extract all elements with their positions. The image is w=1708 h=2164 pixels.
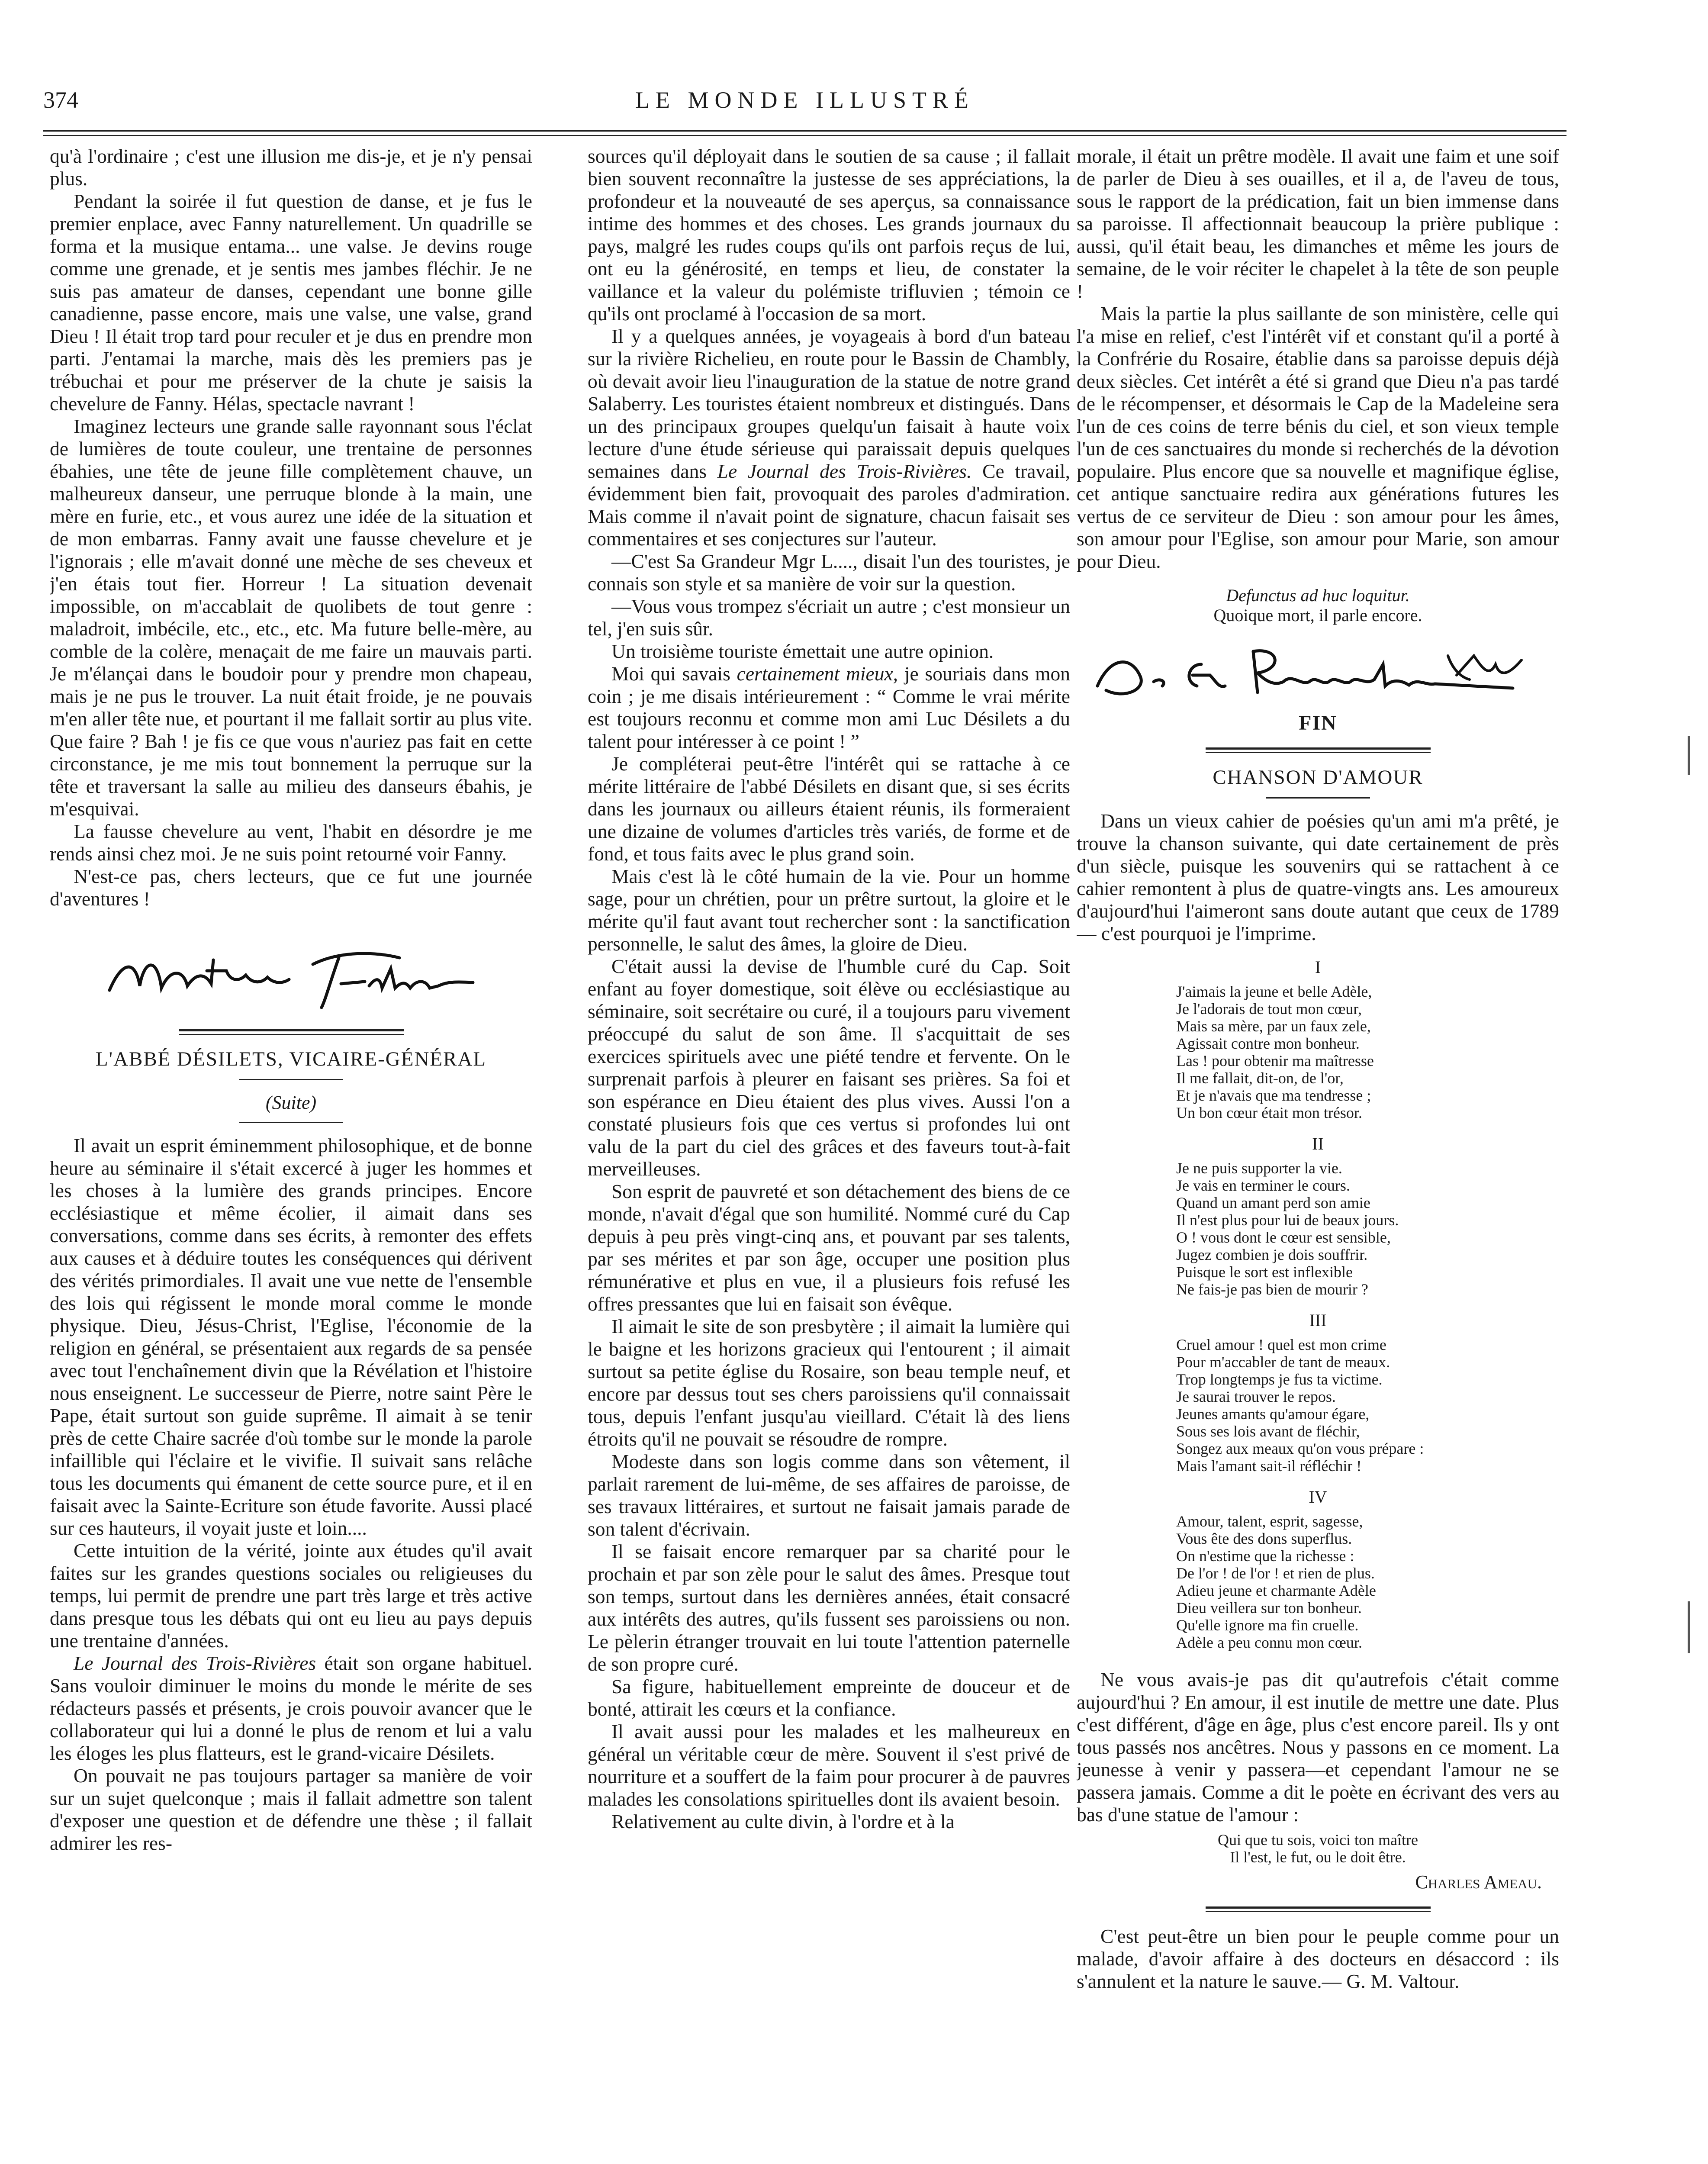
paragraph: Modeste dans son logis comme dans son vêtement, il parlait rarement de lui-même, de ses affaires de paroisse, de ses travaux littéraires, et surtout ne faisait jamais parade de son talent d'écrivain. <box>588 1450 1070 1540</box>
paragraph: Son esprit de pauvreté et son détachement des biens de ce monde, n'avait d'égal que son humilité. Nommé curé du Cap depuis à peu près vingt-cinq ans, et pouvant par ses talents, par ses mérites et par son âge, occuper une position plus rémunérative et plus en vue, il a plusieurs fois refusé les offres pressantes que lui en faisait son évêque. <box>588 1180 1070 1315</box>
paragraph-text: Moi qui savais <box>611 663 730 685</box>
stanza-line: Adieu jeune et charmante Adèle <box>1176 1582 1376 1599</box>
quote-line: Qui que tu sois, voici ton maître <box>1218 1831 1418 1848</box>
stanza-line: Trop longtemps je fus ta victime. <box>1176 1371 1383 1388</box>
paragraph: C'était aussi la devise de l'humble curé du Cap. Soit enfant au foyer domestique, soit élève ou ecclésiastique au séminaire, soit secrétaire ou curé, il a toujours paru vivement préoccupé du salut de son âme. Il s'acquittait de ses exercices spirituels avec une piété tendre et fervente. On le surprenait parfois à pleurer en faisant ses prières. Sa foi et son espérance en Dieu étaient des plus vives. Aussi l'on a constaté plusieurs fois que ces vertus si profondes lui ont valu de la part du ciel des grâces et des faveurs tout-à-fait merveilleuses. <box>588 955 1070 1180</box>
stanza-line: Qu'elle ignore ma fin cruelle. <box>1176 1617 1359 1634</box>
stanza-line: Ne fais-je pas bien de mourir ? <box>1176 1281 1368 1298</box>
stanza-line: Cruel amour ! quel est mon crime <box>1176 1336 1386 1353</box>
paragraph: Je compléterai peut-être l'intérêt qui se rattache à ce mérite littéraire de l'abbé Désilets en disant que, si ses écrits dans les journaux ou ailleurs étaient réunis, ils formeraient une dizaine de volumes d'articles très variés, de forme et de fond, et tous faits avec le plus grand soin. <box>588 753 1070 865</box>
paragraph: Il avait aussi pour les malades et les malheureux en général un véritable cœur de mère. Souvent il s'est privé de nourriture et a souffert de la faim pour procurer à de pauvres malades les consolations spirituelles dont ils avaient besoin. <box>588 1720 1070 1810</box>
stanza-number: II <box>1312 1134 1324 1153</box>
stanza <box>1176 1336 1559 1475</box>
paragraph: Il se faisait encore remarquer par sa charité pour le prochain et par son zèle pour le salut des âmes. Presque tout son temps, surtout dans les dernières années, était consacré aux intérêts des autres, qu'ils fussent ses paroissiens ou non. Le pèlerin étranger trouvait en lui toute l'attention paternelle de son propre curé. <box>588 1540 1070 1675</box>
paragraph: Mais la partie la plus saillante de son ministère, celle qui l'a mise en relief, c'est l'intérêt vif et constant qu'il a porté à la Confrérie du Rosaire, établie dans sa paroisse depuis déjà deux siècles. Cet intérêt a été si grand que Dieu n'a pas tardé de le récompenser, et désormais le Cap de la Madeleine sera l'un de ces coins de terre bénis du ciel, et son vieux temple l'un de ces sanctuaires du monde si recherchés de la dévotion populaire. Plus encore que sa nouvelle et magnifique église, cet antique sanctuaire redira aux générations futures les vertus de ce serviteur de Dieu : son amour pour les âmes, son amour pour l'Eglise, son amour pour Marie, son amour pour Dieu. <box>1077 303 1559 572</box>
subtitle-underline <box>239 1122 343 1123</box>
paragraph-text: Ce travail, évidemment bien fait, provoquait des paroles d'admiration. Mais comme il n'avait point de signature, chacun faisait ses commentaires et ses conjectures sur l'auteur. <box>588 460 1070 550</box>
stanza-line: Il me fallait, dit-on, de l'or, <box>1176 1069 1344 1087</box>
stanza-line: Je vais en terminer le cours. <box>1176 1177 1350 1194</box>
stanza-line: Dieu veillera sur ton bonheur. <box>1176 1599 1362 1617</box>
masthead-title: LE MONDE ILLUSTRÉ <box>635 87 975 113</box>
paragraph <box>588 325 1070 550</box>
quote-line: Il l'est, le fut, ou le doit être. <box>1230 1848 1406 1866</box>
edge-mark <box>1688 1601 1690 1653</box>
paragraph <box>588 663 1070 753</box>
stanza-line: Las ! pour obtenir ma maîtresse <box>1176 1052 1374 1069</box>
journal-title: Le Journal des Trois-Rivières <box>74 1652 316 1674</box>
paragraph: Pendant la soirée il fut question de danse, et je fus le premier enplace, avec Fanny naturellement. Un quadrille se forma et la musique entama... une valse. Je devins rouge comme une grenade, et je sentis mes jambes fléchir. Je ne suis pas amateur de danses, cependant une bonne gille canadienne, passe encore, mais une valse, une valse, grand Dieu ! Il était trop tard pour reculer et je dus en prendre mon parti. J'entamai la marche, mais dès les premiers pas je trébuchai et pour me préserver de la chute je saisis la chevelure de Fanny. Hélas, spectacle navrant ! <box>50 190 532 415</box>
stanza-line: Mais sa mère, par un faux zele, <box>1176 1018 1371 1035</box>
stanza-line: Sous ses lois avant de fléchir, <box>1176 1423 1360 1440</box>
paragraph: On pouvait ne pas toujours partager sa manière de voir sur un sujet quelconque ; mais il fallait admettre son talent d'exposer une question et de défendre une thèse ; il fallait admirer les res- <box>50 1765 532 1854</box>
section-separator <box>1206 747 1431 753</box>
paragraph-text: était son organe habituel. Sans vouloir diminuer le moins du monde le mérite de ses rédacteurs passés et présents, je crois pouvoir avancer que le collaborateur qui lui a donné le plus de renom et lui a valu les éloges les plus flatteurs, est le grand-vicaire Désilets. <box>50 1652 532 1764</box>
paragraph: Sa figure, habituellement empreinte de douceur et de bonté, attirait les cœurs et la confiance. <box>588 1675 1070 1720</box>
paragraph: sources qu'il déployait dans le soutien de sa cause ; il fallait bien souvent reconnaître la justesse de ses appréciations, la profondeur et la nouveauté de ses aperçus, sa connaissance intime des hommes et des choses. Les grands journaux du pays, malgré les rudes coups qu'ils ont parfois reçus de lui, ont eu la générosité, en temps et lieu, de constater la vaillance et la valeur du polémiste trifluvien ; témoin ce qu'ils ont proclamé à l'occasion de sa mort. <box>588 145 1070 325</box>
epigraph <box>1077 586 1559 625</box>
title-underline <box>1266 797 1370 799</box>
stanza-line: Je saurai trouver le repos. <box>1176 1388 1336 1405</box>
column-3 <box>1077 145 1559 2164</box>
paragraph: Il avait un esprit éminemment philosophique, et de bonne heure au séminaire il s'était excercé à juger les hommes et les choses à la lumière des grands principes. Encore ecclésiastique et même écolier, il aimait dans ses conversations, comme dans ses écrits, à remonter des effets aux causes et à déduire toutes les conséquences qui dérivent des vérités primordiales. Il avait une vue nette de l'ensemble des lois qui régissent le monde moral comme le monde physique. Dieu, Jésus-Christ, l'Eglise, l'économie de la religion en général, se présentaient aux regards de sa pensée avec tout l'enchaînement divin que la Révélation et l'histoire nous enseignent. Le successeur de Pierre, notre saint Père le Pape, était surtout son guide suprême. Il aimait à se tenir près de cette Chaire sacrée d'où tombe sur le monde la parole infaillible qui l'éclaire et le vivifie. Il suivait sans relâche tous les documents qui émanent de cette source pure, et il en faisait avec la Sainte-Ecriture son étude favorite. Aussi placé sur ces hauteurs, il voyait juste et loin.... <box>50 1134 532 1539</box>
paragraph: Il aimait le site de son presbytère ; il aimait la lumière qui le baigne et les horizons gracieux qui l'entourent ; il aimait surtout sa petite église du Rosaire, son beau temple neuf, et encore par dessus tout ses chers paroissiens qu'il connaissait tous, depuis l'enfant jusqu'au vieillard. C'était là des liens étroits qu'il ne pouvait se résoudre de rompre. <box>588 1315 1070 1450</box>
title-underline <box>239 1079 343 1080</box>
paragraph: Cette intuition de la vérité, jointe aux études qu'il avait faites sur les grandes questions sociales ou religieuses du temps, lui permit de prendre une part très large et très active dans presque tous les débats qui ont eu lieu au pays depuis une trentaine d'années. <box>50 1539 532 1652</box>
section-subtitle: (Suite) <box>265 1092 317 1113</box>
stanza-line: Jeunes amants qu'amour égare, <box>1176 1405 1370 1423</box>
stanza <box>1176 1513 1559 1651</box>
stanza-line: J'aimais la jeune et belle Adèle, <box>1176 983 1372 1000</box>
epigraph-latin: Defunctus ad huc loquitur. <box>1226 586 1410 605</box>
paragraph: C'est peut-être un bien pour le peuple comme pour un malade, d'avoir affaire à des docteurs en désaccord : ils s'annulent et la nature le sauve.— G. M. Valtour. <box>1077 1925 1559 1992</box>
edge-mark <box>1688 736 1690 775</box>
poem-quote <box>1077 1831 1559 1866</box>
stanza-line: Quand un amant perd son amie <box>1176 1194 1370 1211</box>
stanza-line: Il n'est plus pour lui de beaux jours. <box>1176 1211 1399 1229</box>
stanza-number: I <box>1315 957 1321 977</box>
paragraph: Relativement au culte divin, à l'ordre et à la <box>611 1810 955 1832</box>
stanza-line: Vous ête des dons superflus. <box>1176 1530 1352 1547</box>
song-stanzas <box>1077 956 1559 1651</box>
stanza-line: Adèle a peu connu mon cœur. <box>1176 1634 1362 1651</box>
section-separator <box>179 1029 404 1035</box>
paragraph: Dans un vieux cahier de poésies qu'un ami m'a prêté, je trouve la chanson suivante, qui date certainement de près d'un siècle, puisque les souvenirs qui se rattachent à ce cahier remontent à plus de quatre-vingts ans. Les amoureux d'aujourd'hui l'aimeront sans doute autant que ceux de 1789— c'est pourquoi je l'imprime. <box>1077 810 1559 944</box>
stanza-line: Pour m'accabler de tant de meaux. <box>1176 1353 1390 1371</box>
column-2 <box>588 145 1070 2164</box>
stanza-line: Mais l'amant sait-il réfléchir ! <box>1176 1457 1362 1475</box>
paragraph: Un troisième touriste émettait une autre opinion. <box>611 640 994 662</box>
paragraph <box>50 1652 532 1765</box>
section-title: L'ABBÉ DÉSILETS, VICAIRE-GÉNÉRAL <box>95 1048 487 1070</box>
stanza-line: Puisque le sort est inflexible <box>1176 1263 1353 1281</box>
stanza-line: Amour, talent, esprit, sagesse, <box>1176 1513 1363 1530</box>
epigraph-french: Quoique mort, il parle encore. <box>1213 605 1422 625</box>
paragraph: —C'est Sa Grandeur Mgr L...., disait l'un des touristes, je connais son style et sa manière de voir sur la question. <box>588 550 1070 595</box>
paragraph: N'est-ce pas, chers lecteurs, que ce fut une journée d'aventures ! <box>50 865 532 910</box>
stanza-number: III <box>1309 1311 1327 1330</box>
header-rule <box>43 130 1566 136</box>
stanza-line: Un bon cœur était mon trésor. <box>1176 1104 1362 1121</box>
panneton-signature <box>1080 638 1556 703</box>
stanza-line: Je ne puis supporter la vie. <box>1176 1159 1342 1177</box>
page-number: 374 <box>43 87 78 113</box>
fin-label: FIN <box>1299 712 1337 734</box>
paragraph: —Vous vous trompez s'écriait un autre ; c'est monsieur un tel, j'en suis sûr. <box>588 595 1070 640</box>
column-1 <box>50 145 532 2164</box>
stanza-line: O ! vous dont le cœur est sensible, <box>1176 1229 1391 1246</box>
stanza-line: Je l'adorais de tout mon cœur, <box>1176 1000 1362 1018</box>
author-signature: Charles Ameau. <box>1415 1871 1542 1893</box>
paragraph: morale, il était un prêtre modèle. Il avait une faim et une soif de parler de Dieu à ses ouailles, et il a, de l'aveu de tous, sous le rapport de la prédication, fait un bien immense dans sa paroisse. Il affectionnait beaucoup la prière publique : aussi, qu'il était beau, les dimanches et même les jours de semaine, de le voir réciter le chapelet à la tête de son peuple ! <box>1077 145 1559 302</box>
stanza <box>1176 1159 1559 1298</box>
emphasis: certainement mieux, <box>737 663 898 685</box>
mathias-filion-signature <box>96 934 486 1016</box>
paragraph: qu'à l'ordinaire ; c'est une illusion me dis-je, et je n'y pensai plus. <box>50 145 532 190</box>
stanza <box>1176 983 1559 1121</box>
stanza-number: IV <box>1309 1487 1327 1507</box>
section-title: CHANSON D'AMOUR <box>1213 766 1423 789</box>
paragraph-text: Il y a quelques années, je voyageais à bord d'un bateau sur la rivière Richelieu, en route pour le Bassin de Chambly, où devait avoir lieu l'inauguration de la statue de notre grand Salaberry. Les touristes étaient nombreux et distingués. Dans un des principaux groupes quelqu'un faisait à haute voix lecture d'une étude sérieuse qui paraissait depuis quelques semaines dans <box>588 325 1070 482</box>
paragraph: Mais c'est là le côté humain de la vie. Pour un homme sage, pour un chrétien, pour un prêtre surtout, la gloire et le mérite qu'il faut avant tout rechercher sont : la sanctification personnelle, le salut des âmes, la gloire de Dieu. <box>588 865 1070 955</box>
stanza-line: Agissait contre mon bonheur. <box>1176 1035 1360 1052</box>
journal-title: Le Journal des Trois-Rivières. <box>717 460 972 482</box>
stanza-line: On n'estime que la richesse : <box>1176 1547 1354 1565</box>
paragraph: La fausse chevelure au vent, l'habit en désordre je me rends ainsi chez moi. Je ne suis point retourné voir Fanny. <box>50 820 532 865</box>
stanza-line: Jugez combien je dois souffrir. <box>1176 1246 1368 1263</box>
stanza-line: Et je n'avais que ma tendresse ; <box>1176 1087 1371 1104</box>
paragraph-text: je souriais dans mon coin ; je me disais intérieurement : “ Comme le vrai mérite est toujours reconnu et comme mon ami Luc Désilets a du talent pour intéresser à ce point ! ” <box>588 663 1070 752</box>
stanza-line: Songez aux meaux qu'on vous prépare : <box>1176 1440 1424 1457</box>
section-separator <box>1206 1906 1431 1912</box>
paragraph: Ne vous avais-je pas dit qu'autrefois c'était comme aujourd'hui ? En amour, il est inutile de mettre une date. Plus c'est différent, d'âge en âge, plus c'est encore pareil. Ils y ont tous passés nos ancêtres. Nous y passons en ce moment. La jeunesse à venir y passera—et cependant l'amour ne se passera jamais. Comme a dit le poète en écrivant des vers au bas d'une statue de l'amour : <box>1077 1668 1559 1826</box>
paragraph: Imaginez lecteurs une grande salle rayonnant sous l'éclat de lumières de toute couleur, une trentaine de personnes ébahies, une tête de jeune fille complètement chauve, un malheureux danseur, une perruque blonde à la main, une mère en furie, etc., et vous aurez une idée de la situation et de mon embarras. Fanny avait une fausse chevelure et je l'ignorais ; elle m'avait donné une mèche de ses cheveux et j'en étais tout fier. Horreur ! La situation devenait impossible, on m'accablait de quolibets de tout genre : maladroit, imbécile, etc., etc., etc. Ma future belle-mère, au comble de la colère, menaçait de me faire un mauvais parti. Je m'élançai dans le boudoir pour y prendre mon chapeau, mais je ne pus le trouver. La nuit était froide, je ne pouvais m'en aller tête nue, et pourtant il me fallait sortir au plus vite. Que faire ? Bah ! je fis ce que vous n'auriez pas fait en cette circonstance, je me mis tout bonnement la perruque sur la tête et traversant la salle au milieu des danseurs ébahis, je m'esquivai. <box>50 415 532 820</box>
stanza-line: De l'or ! de l'or ! et rien de plus. <box>1176 1565 1375 1582</box>
